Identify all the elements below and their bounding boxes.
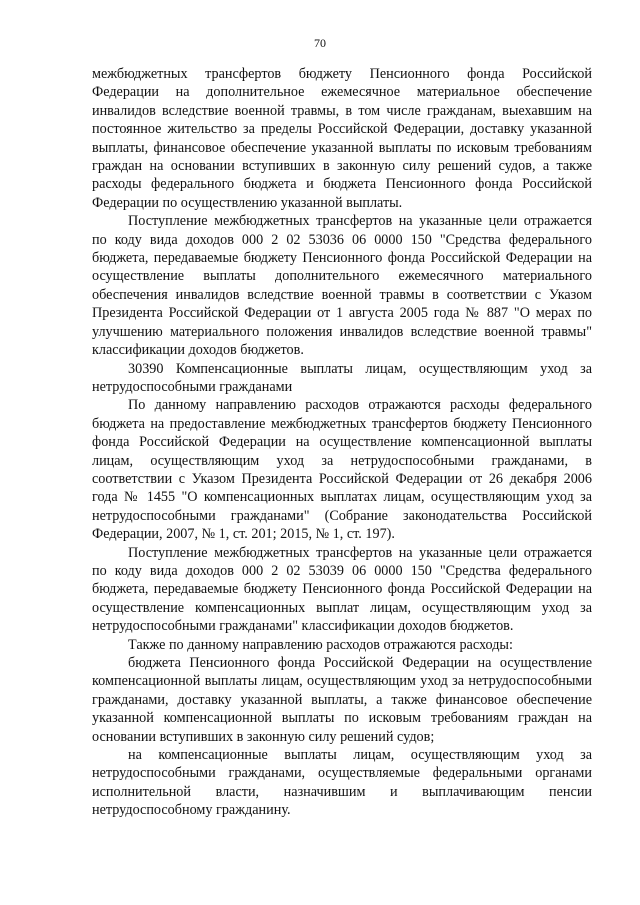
paragraph: Поступление межбюджетных трансфертов на указанные цели отражается по коду вида доходов 000 2 02 53039 06 0000 150 "Средства федерального бюджета, передаваемые бюджету Пенсионного фонда Российской Федерации на осуществление компенсационных выплат лицам, осуществляющим уход за нетрудоспособными гражданами" классификации доходов бюджетов. xyxy=(92,544,592,635)
paragraph: Также по данному направлению расходов отражаются расходы: xyxy=(128,636,513,653)
body-text xyxy=(92,65,592,820)
paragraph: По данному направлению расходов отражаются расходы федерального бюджета на предоставление межбюджетных трансфертов бюджету Пенсионного фонда Российской Федерации на осуществление компенсационной выплаты лицам, осуществляющим уход за нетрудоспособными гражданами, в соответствии с Указом Президента Российской Федерации от 26 декабря 2006 года № 1455 "О компенсационных выплатах лицам, осуществляющим уход за нетрудоспособными гражданами" (Собрание законодательства Российской Федерации, 2007, № 1, ст. 201; 2015, № 1, ст. 197). xyxy=(92,397,592,543)
paragraph: на компенсационные выплаты лицам, осуществляющим уход за нетрудоспособными гражданами, осуществляемые федеральными органами исполнительной власти, назначившим и выплачивающим пенсии нетрудоспособному гражданину. xyxy=(92,747,592,819)
paragraph: бюджета Пенсионного фонда Российской Федерации на осуществление компенсационной выплаты лицам, осуществляющим уход за нетрудоспособными гражданами, доставку указанной выплаты, а также финансовое обеспечение указанной компенсационной выплаты по исковым требованиям граждан на основании вступивших в законную силу решений судов; xyxy=(92,655,592,745)
paragraph: межбюджетных трансфертов бюджету Пенсионного фонда Российской Федерации на дополнительное ежемесячное материальное обеспечение инвалидов вследствие военной травмы, в том числе гражданам, выехавшим на постоянное жительство за пределы Российской Федерации, доставку указанной выплаты, финансовое обеспечение указанной выплаты по исковым требованиям граждан на основании вступивших в законную силу решений судов, а также расходы федерального бюджета и бюджета Пенсионного фонда Российской Федерации по осуществлению указанной выплаты. xyxy=(92,66,592,211)
page-number: 70 xyxy=(314,36,326,50)
section-heading: 30390 Компенсационные выплаты лицам, осуществляющим уход за нетрудоспособными гражданами xyxy=(92,360,592,395)
paragraph: Поступление межбюджетных трансфертов на указанные цели отражается по коду вида доходов 000 2 02 53036 06 0000 150 "Средства федерального бюджета, передаваемые бюджету Пенсионного фонда Российской Федерации на осуществление выплаты дополнительного ежемесячного материального обеспечения инвалидов вследствие военной травмы в соответствии с Указом Президента Российской Федерации от 1 августа 2005 года № 887 "О мерах по улучшению материального положения инвалидов вследствие военной травмы" классификации доходов бюджетов. xyxy=(92,213,592,359)
